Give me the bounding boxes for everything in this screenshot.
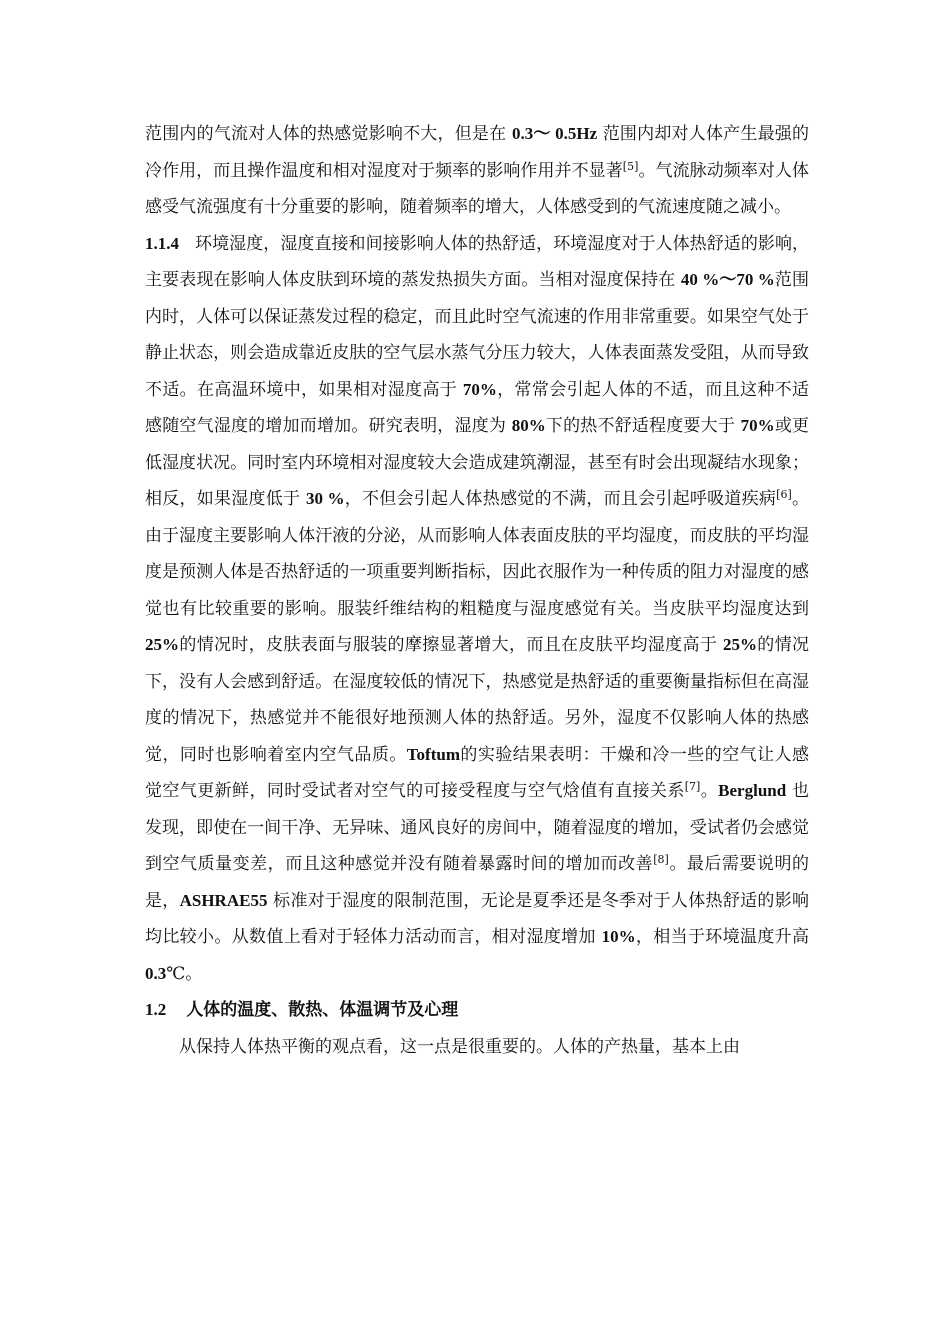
bold-value: 0.3～ 0.5Hz — [511, 124, 598, 143]
citation-ref: [5] — [622, 159, 639, 173]
text-run: 也发现，即使在一间干净、无异味、通风良好的房间中，随着湿度的增加，受试者仍会感觉到空气质量变差，而且这种感觉并没有随着暴露时间的增加而改善 — [145, 781, 810, 874]
bold-value: 30 % — [305, 489, 345, 508]
text-run: 的实验结果表明：干燥和冷一些的空气让人感觉空气更新鲜，同时受试者对空气的可接受程度与空气焓值有直接关系 — [145, 744, 810, 801]
bold-value: 70% — [462, 379, 497, 399]
text-run: 环境湿度，湿度直接和间接影响人体的热舒适，环境湿度对于人体热舒适的影响，主要表现在影响人体皮肤到环境的蒸发热损失方面。当相对湿度保持在 — [145, 233, 809, 290]
text-run: ，常常会引起人体的不适，而且这种不适感随空气湿度的增加而增加。研究表明，湿度为 — [145, 379, 810, 436]
citation-ref: [6] — [776, 488, 792, 501]
text-run: 。气流脉动频率对人体感受气流强度有十分重要的影响，随着频率的增大，人体感受到的气流速度随之减小。 — [145, 160, 810, 217]
bold-value: Toftum — [406, 744, 460, 764]
paragraph-airflow-frequency — [145, 116, 809, 226]
text-run: ，相当于环境温度升高 — [635, 927, 809, 947]
text-run: 的情况时，皮肤表面与服装的摩擦显著增大，而且在皮肤平均湿度高于 — [179, 635, 723, 655]
bold-value: 25% — [722, 635, 757, 654]
section-heading-1-2 — [145, 992, 809, 1029]
text-run: ℃。 — [166, 963, 203, 984]
text-run: 。由于湿度主要影响人体汗液的分泌，从而影响人体表面皮肤的平均湿度，而皮肤的平均湿度是预测人体是否热舒适的一项重要判断指标，因此衣服作为一种传质的阻力对湿度的感觉也有比较重要的影响。服装纤维结构的粗糙度与湿度感觉有关。当皮肤平均湿度达到 — [145, 489, 810, 619]
text-run: 。 — [700, 781, 719, 801]
bold-value: 10% — [601, 927, 636, 946]
text-run: ，不但会引起人体热感觉的不满，而且会引起呼吸道疾病 — [344, 489, 777, 509]
text-run: 下的热不舒适程度要大于 — [545, 416, 741, 436]
paragraph-heat-balance: 从保持人体热平衡的观点看，这一点是很重要的。人体的产热量，基本上由 — [179, 1036, 740, 1057]
text-run: 范围内时，人体可以保证蒸发过程的稳定，而且此时空气流速的作用非常重要。如果空气处于静止状态，则会造成靠近皮肤的空气层水蒸气分压力较大，人体表面蒸发受阻，从而导致不适。在高温环境中，如果相对湿度高于 — [145, 270, 810, 400]
bold-value: 0.3 — [145, 963, 167, 983]
bold-value: ASHRAE55 — [179, 890, 268, 910]
text-run: 。最后需要说明的是， — [145, 854, 810, 911]
citation-ref: [8] — [653, 853, 669, 866]
bold-value: 70% — [740, 416, 775, 435]
paragraph-humidity — [145, 226, 809, 993]
citation-ref: [7] — [684, 780, 701, 793]
bold-value: 25% — [145, 635, 179, 654]
text-run: 的情况下，没有人会感到舒适。在湿度较低的情况下，热感觉是热舒适的重要衡量指标但在高湿度的情况下，热感觉并不能很好地预测人体的热舒适。另外，湿度不仅影响人体的热感觉，同时也影响着室内空气品质。 — [145, 635, 810, 765]
subsection-number: 1.1.4 — [145, 233, 179, 253]
bold-value: Berglund — [718, 781, 787, 800]
text-run: 标准对于湿度的限制范围，无论是夏季还是冬季对于人体热舒适的影响均比较小。从数值上看对于轻体力活动而言，相对湿度增加 — [145, 890, 809, 947]
section-number: 1.2 — [145, 1000, 167, 1019]
text-run: 或更低湿度状况。同时室内环境相对湿度较大会造成建筑潮湿，甚至有时会出现凝结水现象；相反，如果湿度低于 — [145, 416, 810, 509]
text-run: 范围内的气流对人体的热感觉影响不大，但是在 — [145, 124, 512, 144]
text-run: 范围内却对人体产生最强的冷作用，而且操作温度和相对湿度对于频率的影响作用并不显著 — [145, 124, 809, 181]
bold-value: 40 %～70 % — [680, 270, 775, 289]
document-page — [145, 116, 809, 1065]
section-title: 人体的温度、散热、体温调节及心理 — [186, 1000, 459, 1020]
bold-value: 80% — [511, 416, 546, 435]
